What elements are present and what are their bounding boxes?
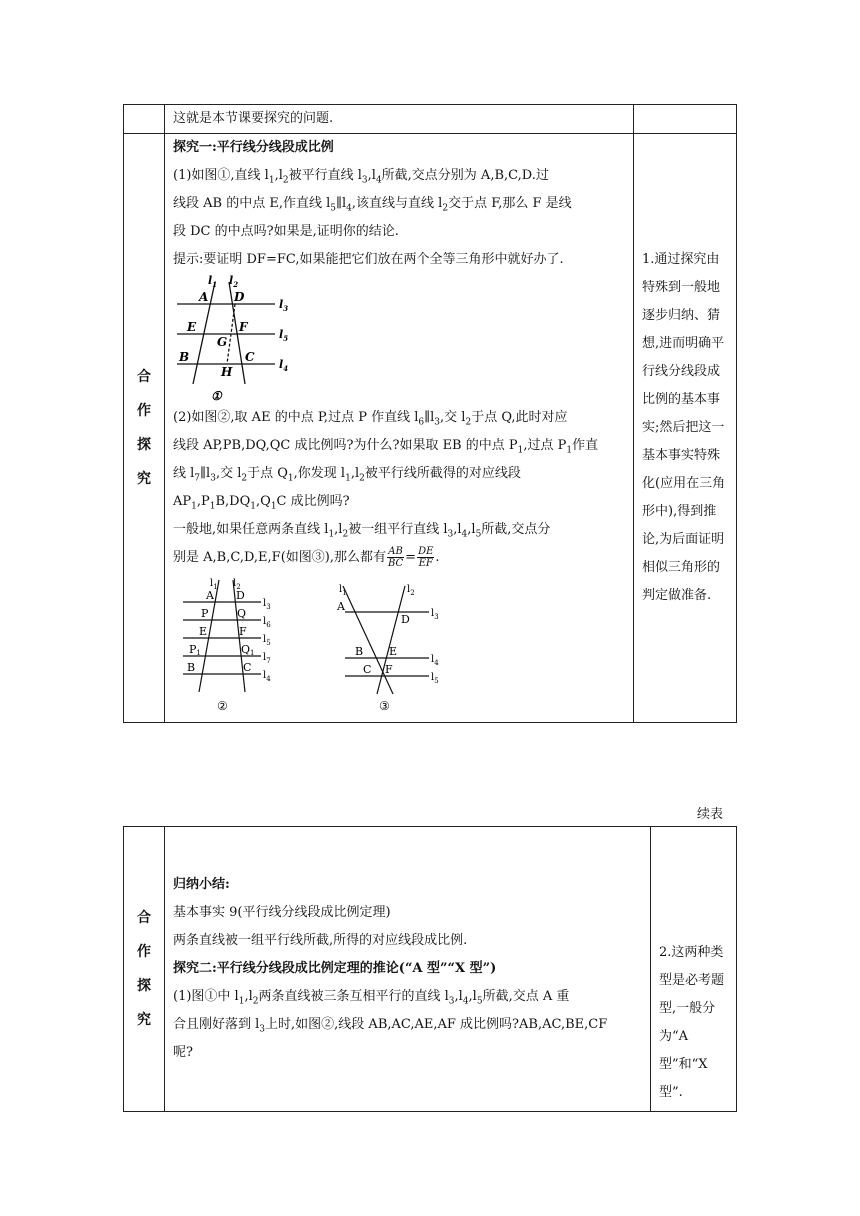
fig1-label-l4: $l_4$ (279, 358, 289, 373)
side-note-cell (634, 134, 737, 723)
fig2-point-b: B (187, 661, 196, 674)
label-cell-empty (124, 105, 165, 134)
fig3-label-l3: $l_3$ (431, 608, 439, 621)
fig3-point-b: B (355, 645, 364, 658)
hint-text: 提示:要证明 DF=FC,如果能把它们放在两个全等三角形中就好办了. (173, 252, 564, 267)
intro-text: 这就是本节课要探究的问题. (173, 111, 334, 126)
fig3-point-c: C (363, 663, 372, 676)
fig3-point-e: E (389, 645, 398, 658)
table-row (124, 134, 737, 723)
fig2-label-l1: $l_1$ (210, 578, 218, 591)
fig2-point-q1: Q1 (241, 643, 255, 657)
side-note-2: 2.这两种类型是必考题型,一般分为“A型”和“X型”. (659, 945, 725, 1100)
fig3-label-l5: $l_5$ (431, 672, 439, 685)
fact9-title: 基本事实 9(平行线分线段成比例定理) (173, 905, 391, 920)
side-note-cell (651, 827, 737, 1112)
side-note-1: 1.通过探究由特殊到一般地逐步归纳、猜想,进而明确平行线分线段成比例的基本事实;然后把这一基本事实特殊化(应用在三角形中),得到推论,为后面证明相似三角形的判定做准备. (642, 252, 726, 603)
fig2-caption: ② (217, 699, 228, 713)
fig2-label-l2: $l_2$ (233, 578, 241, 591)
fig2-point-d: D (236, 589, 245, 602)
fig1-point-g: G (217, 335, 228, 349)
fig3-label-l1: $l_1$ (339, 584, 347, 597)
fraction-ab-bc: $\frac{AB}{BC}$ (387, 546, 404, 569)
table-row (124, 827, 737, 1112)
section-label-char: 作 (137, 403, 151, 419)
fig1-label-l3: $l_3$ (279, 298, 289, 313)
question2: (2)如图②,取 AE 的中点 P,过点 P 作直线 $l_6\parallel l_3$,交 $l_2$于点 Q,此时对应 线段 AP,PB,DQ,QC 成比例吗?为什么?如果取 EB 的中点 $P_1$,过点 $P_1$作直 线 $l_7\parallel l_3$,交 $l_2$于点 $Q_1$,你发现 $l_1,l_2$被平行线所截得的对应线段 $AP_1,P_1B,DQ_1,Q_1C$ 成比例吗? (173, 410, 599, 512)
fig1-point-d: D (234, 290, 245, 304)
section-label-char: 合 (137, 910, 151, 926)
figure-3 (333, 576, 463, 716)
summary-title: 归纳小结: (173, 877, 230, 892)
section-label-char: 究 (137, 471, 151, 487)
fig1-caption: ① (211, 389, 222, 403)
lesson-table-1 (123, 104, 737, 723)
explore2-question: (1)图①中 $l_1,l_2$两条直线被三条互相平行的直线 $l_3,l_4,l_5$所截,交点 A 重 合且刚好落到 $l_3$上时,如图②,线段 AB,AC,AE,AF 成比例吗?AB,AC,BE,CF 呢? (173, 989, 608, 1060)
section-label-char: 作 (137, 944, 151, 960)
figure-2 (173, 576, 293, 716)
section-label-char: 合 (137, 369, 151, 385)
fig3-label-l4: $l_4$ (431, 654, 439, 667)
fig3-point-f: F (385, 663, 393, 676)
fig2-point-a: A (206, 589, 214, 602)
section-label-char: 探 (137, 437, 151, 453)
section-label-char: 探 (137, 978, 151, 994)
fig3-point-d: D (401, 613, 410, 626)
fig2-point-p: P (201, 607, 209, 620)
figure-row (173, 572, 625, 722)
fig1-point-h: H (221, 365, 233, 379)
fig3-point-a: A (337, 600, 345, 613)
fig2-label-l7: $l_7$ (263, 652, 271, 665)
fig2-point-p1: P1 (189, 643, 201, 657)
fig2-label-l4: $l_4$ (263, 670, 271, 683)
fig1-point-b: B (179, 350, 190, 364)
section-label-char: 究 (137, 1012, 151, 1028)
fig1-label-l1: $l_1$ (208, 274, 218, 289)
section-label (124, 134, 165, 723)
fig2-point-c: C (243, 661, 252, 674)
fig1-point-f: F (239, 320, 248, 334)
summary-cell (165, 827, 651, 1112)
fig1-label-l5: $l_5$ (279, 328, 289, 343)
fig2-label-l6: $l_6$ (263, 616, 271, 629)
question1: (1)如图①,直线 $l_1,l_2$被平行直线 $l_3,l_4$所截,交点分别为 A,B,C,D.过 线段 AB 的中点 E,作直线 $l_5\parallel l_4$,该直线与直线 $l_2$交于点 F,那么 F 是线 段 DC 的中点吗?如果是,证明你的结论. (173, 168, 572, 239)
fig1-point-e: E (187, 320, 197, 334)
explore-cell (165, 134, 634, 723)
fig2-label-l3: $l_3$ (263, 598, 271, 611)
side-cell-empty (634, 105, 737, 134)
fig2-point-f: F (239, 625, 247, 638)
fig2-label-l5: $l_5$ (263, 634, 271, 647)
general-statement: 一般地,如果任意两条直线 $l_1,l_2$被一组平行直线 $l_3,l_4,l_5$所截,交点分 别是 A,B,C,D,E,F(如图③),那么都有 $\frac{AB}{BC}$ = $\frac{DE}{EF}$ . (173, 522, 551, 569)
fig1-point-a: A (199, 290, 209, 304)
lesson-table-2 (123, 826, 737, 1112)
table-row (124, 105, 737, 134)
intro-cell (165, 105, 634, 134)
fig3-caption: ③ (379, 699, 390, 713)
figure-1 (175, 274, 305, 404)
fig1-point-c: C (245, 350, 255, 364)
section-label (124, 827, 165, 1112)
fig3-label-l2: $l_2$ (407, 584, 415, 597)
fig2-point-e: E (199, 625, 208, 638)
fraction-de-ef: $\frac{DE}{EF}$ (418, 546, 434, 569)
fig1-label-l2: $l_2$ (229, 274, 239, 289)
continued-label: 续表 (697, 807, 724, 822)
explore2-title: 探究二:平行线分线段成比例定理的推论(“A 型”“X 型”) (173, 961, 497, 976)
fig2-point-q: Q (237, 607, 247, 620)
explore1-title: 探究一:平行线分线段成比例 (173, 140, 334, 155)
fact9-text: 两条直线被一组平行线所截,所得的对应线段成比例. (173, 933, 468, 948)
